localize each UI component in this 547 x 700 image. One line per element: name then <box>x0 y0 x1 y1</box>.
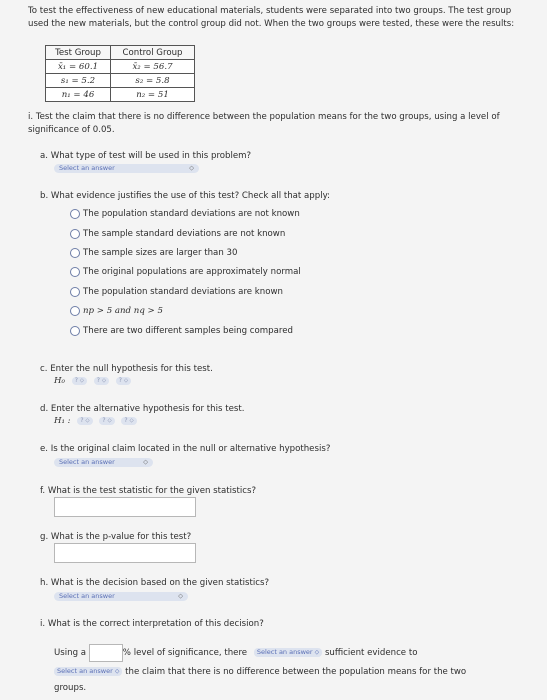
results-table <box>45 45 195 102</box>
option-label: The sample standard deviations are not known <box>83 229 286 239</box>
h0-value-select[interactable]: ? ⬦ <box>116 377 131 385</box>
question-c-prompt: c. Enter the null hypothesis for this test. <box>40 364 213 374</box>
option-label: The original populations are approximately normal <box>83 267 301 277</box>
interp-sufficient: sufficient evidence to <box>324 648 418 658</box>
h0-symbol: H₀ <box>54 376 65 386</box>
checkbox-circle-icon[interactable] <box>70 209 80 219</box>
select-label: Select an answer <box>59 458 115 466</box>
select-label: ? <box>124 416 128 424</box>
question-b-prompt: b. What evidence justifies the use of this test? Check all that apply: <box>40 191 330 201</box>
table-header-control-group: Control Group <box>111 46 195 60</box>
table-row <box>46 60 195 74</box>
question-a-prompt: a. What type of test will be used in this problem? <box>40 151 252 161</box>
evidence-option-4[interactable] <box>70 266 301 279</box>
significance-level-input[interactable] <box>89 644 123 662</box>
select-label: ? <box>118 376 122 384</box>
table-row <box>46 74 195 88</box>
table-cell: x̄₁ = 60.1 <box>46 60 111 74</box>
table-row <box>46 88 195 102</box>
part-i-instructions: i. Test the claim that there is no difference between the population means for the two groups, using a level of significance of 0.05. <box>28 112 500 135</box>
option-label: np > 5 and nq > 5 <box>83 306 163 316</box>
chevron-updown-icon: ⬦ <box>189 164 194 172</box>
alt-hypothesis-row <box>54 416 137 426</box>
question-i-prompt: i. What is the correct interpretation of this decision? <box>40 619 264 629</box>
chevron-updown-icon: ⬦ <box>143 458 148 466</box>
evidence-option-1[interactable] <box>70 208 300 221</box>
support-reject-select[interactable]: Select an answer ⬦ <box>54 667 122 676</box>
interp-using: Using a <box>54 648 87 658</box>
problem-intro: To test the effectiveness of new educational materials, students were separated into two groups. The test group used the new materials, but the control group did not. When the two groups were tested, these were the results: <box>28 6 515 29</box>
evidence-option-7[interactable] <box>70 325 293 338</box>
question-e-prompt: e. Is the original claim located in the null or alternative hypothesis? <box>40 444 331 454</box>
option-label: The population standard deviations are not known <box>83 209 300 219</box>
checkbox-circle-icon[interactable] <box>70 287 80 297</box>
option-label: The population standard deviations are known <box>83 287 283 297</box>
select-label: Select an answer <box>57 667 113 675</box>
select-label: Select an answer <box>59 164 115 172</box>
claim-location-select[interactable] <box>54 458 153 467</box>
null-hypothesis-row <box>54 376 131 386</box>
table-header-test-group: Test Group <box>46 46 111 60</box>
interp-groups: groups. <box>54 683 87 693</box>
evidence-option-3[interactable] <box>70 247 237 260</box>
interp-claim: the claim that there is no difference between the population means for the two <box>125 667 467 677</box>
h0-relation-select[interactable]: ? ⬦ <box>94 377 109 385</box>
h1-value-select[interactable]: ? ⬦ <box>121 417 136 425</box>
h1-symbol: H₁ : <box>54 416 71 426</box>
checkbox-circle-icon[interactable] <box>70 306 80 316</box>
checkbox-circle-icon[interactable] <box>70 248 80 258</box>
question-h-prompt: h. What is the decision based on the given statistics? <box>40 578 270 588</box>
checkbox-circle-icon[interactable] <box>70 267 80 277</box>
test-type-select[interactable] <box>54 164 199 173</box>
table-cell: n₁ = 46 <box>46 88 111 102</box>
table-cell: s₁ = 5.2 <box>46 74 111 88</box>
option-label: There are two different samples being compared <box>83 326 293 336</box>
test-statistic-input[interactable] <box>54 497 196 517</box>
interp-level: % level of significance, there <box>122 648 248 658</box>
interpretation-line-2 <box>54 667 466 677</box>
table-cell: n₂ = 51 <box>111 88 195 102</box>
select-label: Select an answer <box>256 648 313 656</box>
select-label: ? <box>96 376 100 384</box>
evidence-option-5[interactable] <box>70 286 283 299</box>
question-f-prompt: f. What is the test statistic for the given statistics? <box>40 486 257 496</box>
h0-parameter-select[interactable]: ? ⬦ <box>72 377 87 385</box>
table-cell: s₂ = 5.8 <box>111 74 195 88</box>
p-value-input[interactable] <box>54 543 196 563</box>
question-d-prompt: d. Enter the alternative hypothesis for this test. <box>40 404 245 414</box>
checkbox-circle-icon[interactable] <box>70 229 80 239</box>
question-g-prompt: g. What is the p-value for this test? <box>40 532 192 542</box>
select-label: Select an answer <box>59 592 115 600</box>
select-label: ? <box>102 416 106 424</box>
select-label: ? <box>74 376 78 384</box>
evidence-select[interactable]: Select an answer ⬦ <box>254 648 322 657</box>
evidence-option-2[interactable] <box>70 228 285 241</box>
option-label: The sample sizes are larger than 30 <box>83 248 238 258</box>
checkbox-circle-icon[interactable] <box>70 326 80 336</box>
chevron-updown-icon: ⬦ <box>178 592 183 600</box>
decision-select[interactable] <box>54 592 188 601</box>
evidence-option-6[interactable] <box>70 305 163 318</box>
h1-relation-select[interactable]: ? ⬦ <box>99 417 114 425</box>
table-cell: x̄₂ = 56.7 <box>111 60 195 74</box>
h1-parameter-select[interactable]: ? ⬦ <box>77 417 92 425</box>
select-label: ? <box>80 416 84 424</box>
interpretation-line-1 <box>54 643 417 663</box>
